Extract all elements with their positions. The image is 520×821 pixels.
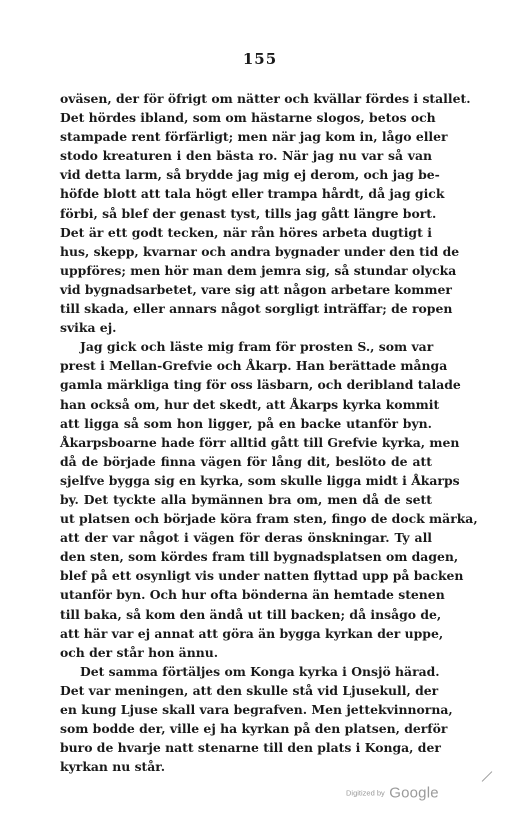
text-line: hus, skepp, kvarnar och andra bygnader under den tid de (60, 243, 460, 259)
text-line: som bodde der, ville ej ha kyrkan på den platsen, derför (60, 721, 448, 737)
text-line: Det är ett godt tecken, när rån höres arbeta dugtigt i (60, 224, 432, 240)
text-line: han också om, hur det skedt, att Åkarps kyrka kommit (60, 396, 440, 412)
text-line: stampade rent förfärligt; men när jag kom in, lågo eller (60, 129, 448, 145)
text-line: svika ej. (60, 320, 117, 336)
pencil-mark (482, 771, 493, 782)
page-number: 155 (242, 50, 278, 68)
text-line: Det samma förtäljes om Konga kyrka i Onsjö härad. (80, 663, 440, 679)
text-line: Jag gick och läste mig fram för prosten S., som var (80, 339, 434, 355)
text-line: gamla märkliga ting för oss läsbarn, och deribland talade (60, 377, 461, 393)
text-line: stodo kreaturen i den bästa ro. När jag nu var så van (60, 148, 432, 164)
text-line: sjelfve bygga sig en kyrka, som skulle ligga midt i Åkarps (60, 472, 460, 488)
text-line: höfde blott att tala högt eller trampa hårdt, då jag gick (60, 186, 445, 202)
text-line: och der står hon ännu. (60, 644, 219, 660)
text-line: då de började finna vägen för lång dit, beslöto de att (60, 453, 432, 469)
watermark-prefix: Digitized by (346, 788, 385, 798)
text-line: en kung Ljuse skall vara begrafven. Men jettekvinnorna, (60, 702, 453, 717)
text-line: vid bygnadsarbetet, vare sig att någon arbetare kommer (60, 281, 452, 297)
text-line: till skada, eller annars något sorgligt inträffar; de ropen (60, 301, 453, 317)
text-line: att ligga så som hon ligger, på en backe utanför byn. (60, 415, 432, 431)
text-line: utanför byn. Och hur ofta bönderna än hemtade stenen (60, 587, 445, 603)
text-line: blef på ett osynligt vis under natten flyttad upp på backen (60, 568, 464, 584)
body-text (60, 89, 478, 776)
text-line: by. Det tyckte alla bymännen bra om, men då de sett (60, 491, 432, 507)
text-line: den sten, som kördes fram till bygnadsplatsen om dagen, (60, 549, 459, 565)
text-line: prest i Mellan-Grefvie och Åkarp. Han berättade många (60, 358, 448, 374)
text-line: buro de hvarje natt stenarne till den plats i Konga, der (60, 740, 441, 756)
text-line: uppföres; men hör man dem jemra sig, så stundar olycka (60, 262, 457, 278)
text-line: till baka, så kom den ändå ut till backen; då insågo de, (60, 606, 442, 622)
text-line: ut platsen och började köra fram sten, fingo de dock märka, (60, 511, 478, 527)
text-line: Det hördes ibland, som om hästarne slogos, betos och (60, 110, 436, 126)
digitized-watermark (346, 784, 439, 802)
text-line: att här var ej annat att göra än bygga kyrkan der uppe, (60, 625, 444, 641)
text-line: Det var meningen, att den skulle stå vid Ljusekull, der (60, 682, 439, 698)
text-line: oväsen, der för öfrigt om nätter och kvällar fördes i stallet. (60, 91, 471, 106)
text-line: vid detta larm, så brydde jag mig ej derom, och jag be- (60, 167, 440, 183)
text-line: Åkarpsboarne hade förr alltid gått till Grefvie kyrka, men (60, 434, 460, 450)
text-line: förbi, så blef der genast tyst, tills jag gått längre bort. (60, 205, 437, 221)
google-logo: Google (389, 784, 439, 802)
text-line: att der var något i vägen för deras önskningar. Ty all (60, 530, 432, 546)
text-line: kyrkan nu står. (60, 759, 166, 775)
